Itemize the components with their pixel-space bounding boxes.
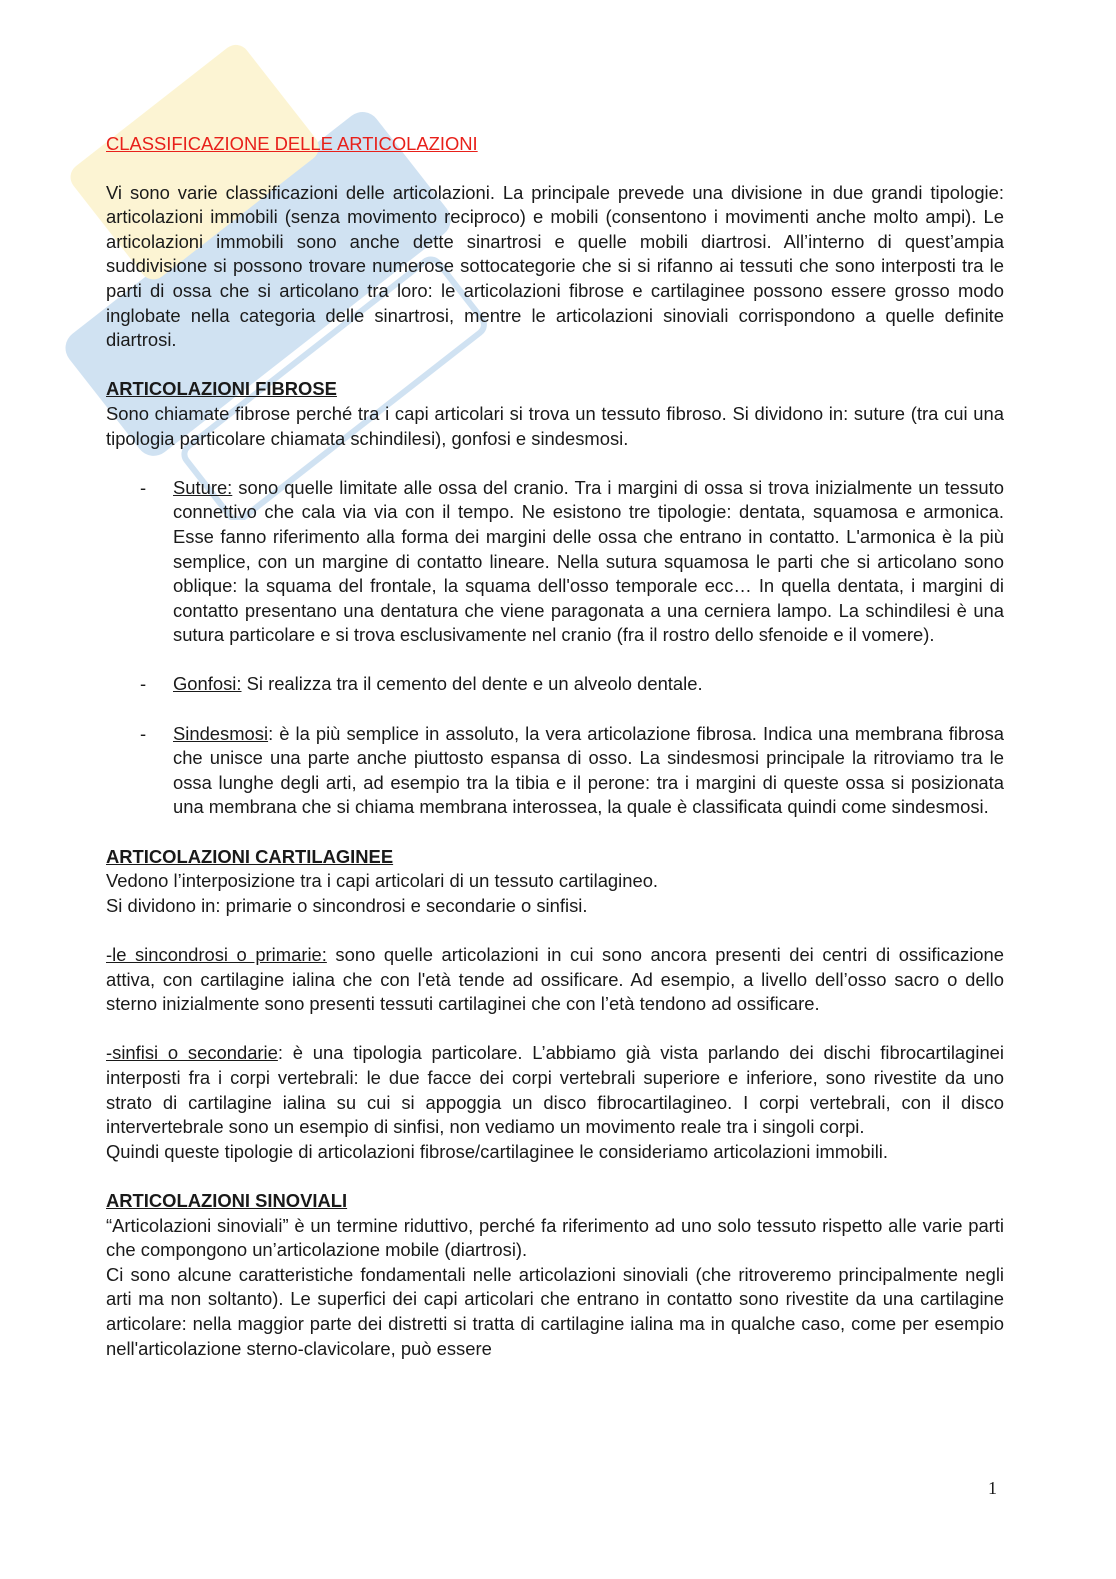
intro-paragraph: Vi sono varie classificazioni delle articolazioni. La principale prevede una divisione in due grandi tipologie: articolazioni immobili (senza movimento reciproco) e mobili (consentono i movimenti anche molto ampi). Le articolazioni immobili sono anche dette sinartrosi e quelle mobili diartrosi. All’interno di quest’ampia suddivisione si possono trovare numerose sottocategorie che si si rifanno ai tessuti che sono interposti tra le parti di ossa che si articolano tra loro: le articolazioni fibrose e cartilaginee possono essere grosso modo inglobate nella categoria delle sinartrosi, mentre le articolazioni sinoviali corrispondono a quelle definite diartrosi.: [106, 181, 1004, 351]
term-suture: Suture:: [173, 476, 233, 498]
sindesmosi-text: : è la più semplice in assoluto, la vera articolazione fibrosa. Indica una membrana fibrosa che unisce una parte anche piuttosto espansa di osso. La sindesmosi principale la ritroviamo tra le ossa lunghe degli arti, ad esempio tra la tibia e il perone: tra i margini di queste ossa si posizionata una membrana che si chiama membrana interossea, la quale è classificata quindi come sindesmosi.: [173, 722, 1004, 818]
list-dash: -: [140, 673, 147, 695]
fibrose-list: [106, 476, 1004, 820]
term-sindesmosi: Sindesmosi: [173, 722, 269, 744]
term-gonfosi: Gonfosi:: [173, 673, 242, 695]
secondarie-paragraph: [106, 1041, 1004, 1139]
fibrose-paragraph: Sono chiamate fibrose perché tra i capi articolari si trova un tessuto fibroso. Si dividono in: suture (tra cui una tipologia particolare chiamata schindilesi), gonfosi e sindesmosi.: [106, 402, 1004, 449]
spacer: [106, 1017, 1004, 1042]
primarie-text: sono quelle articolazioni in cui sono ancora presenti dei centri di ossificazione attiva, con cartilagine ialina che con l'età tende ad ossificare. Ad esempio, a livello dell’osso sacro o dello sterno inizialmente sono presenti tessuti cartilaginei che con l’età tendono ad ossificare.: [106, 944, 1004, 1015]
list-item-suture: [106, 476, 1004, 648]
heading-cartilaginee: ARTICOLAZIONI CARTILAGINEE: [106, 845, 394, 867]
cartilaginee-line-1: Vedono l’interposizione tra i capi articolari di un tessuto cartilagineo.: [106, 870, 659, 892]
spacer: [106, 918, 1004, 943]
spacer: [106, 697, 1004, 722]
sinoviali-paragraph-1: “Articolazioni sinoviali” è un termine riduttivo, perché fa riferimento ad uno solo tessuto rispetto alle varie parti che compongono un’articolazione mobile (diartrosi).: [106, 1214, 1004, 1261]
spacer: [106, 353, 1004, 378]
cartilaginee-line-2: Si dividono in: primarie o sincondrosi e secondarie o sinfisi.: [106, 894, 588, 916]
document-page: [106, 132, 1004, 1361]
cartilaginee-conclusion: Quindi queste tipologie di articolazioni fibrose/cartilaginee le consideriamo articolazioni immobili.: [106, 1140, 888, 1162]
term-secondarie: -sinfisi o secondarie: [106, 1042, 278, 1064]
secondarie-text: : è una tipologia particolare. L’abbiamo già vista parlando dei dischi fibrocartilaginei interposti fra i corpi vertebrali: le due facce dei corpi vertebrali superiore e inferiore, sono rivestite da uno strato di cartilagine ialina su cui si appoggia un disco fibrocartilagineo. I corpi vertebrali, con il disco intervertebrale sono un esempio di sinfisi, non vediamo un movimento reale tra i singoli corpi.: [106, 1042, 1004, 1138]
sinoviali-paragraph-2: Ci sono alcune caratteristiche fondamentali nelle articolazioni sinoviali (che ritroveremo principalmente negli arti ma non soltanto). Le superfici dei capi articolari che entrano in contatto sono rivestite da una cartilagine articolare: nella maggior parte dei distretti si tratta di cartilagine ialina ma in qualche caso, come per esempio nell'articolazione sterno-clavicolare, può essere: [106, 1263, 1004, 1359]
list-dash: -: [140, 476, 147, 498]
spacer: [106, 1164, 1004, 1189]
heading-fibrose: ARTICOLAZIONI FIBROSE: [106, 378, 337, 400]
document-title: CLASSIFICAZIONE DELLE ARTICOLAZIONI: [106, 133, 478, 154]
list-dash: -: [140, 722, 147, 744]
list-item-sindesmosi: [106, 722, 1004, 820]
spacer: [106, 820, 1004, 845]
term-primarie: -le sincondrosi o primarie:: [106, 944, 327, 965]
spacer: [106, 451, 1004, 476]
primarie-paragraph: [106, 943, 1004, 1017]
spacer: [106, 648, 1004, 673]
heading-sinoviali: ARTICOLAZIONI SINOVIALI: [106, 1189, 348, 1211]
list-item-gonfosi: [106, 672, 1004, 697]
suture-text: sono quelle limitate alle ossa del cranio. Tra i margini di ossa si trova inizialmente un tessuto connettivo che cala via via con il tempo. Ne esistono tre tipologie: dentata, squamosa e armonica. Esse fanno riferimento alla forma dei margini delle ossa che entrano in contatto. L'armonica è la più semplice, con un margine di contatto lineare. Nella sutura squamosa le parti che si articolano sono oblique: la squama del frontale, la squama dell'osso temporale ecc… In quella dentata, i margini di contatto presentano una dentatura che viene paragonata a una cerniera lampo. La schindilesi è una sutura particolare e si trova esclusivamente nel cranio (fra il rostro dello sfenoide e il vomere).: [173, 476, 1004, 646]
gonfosi-text: Si realizza tra il cemento del dente e un alveolo dentale.: [241, 673, 703, 695]
page-number: 1: [988, 1478, 997, 1498]
